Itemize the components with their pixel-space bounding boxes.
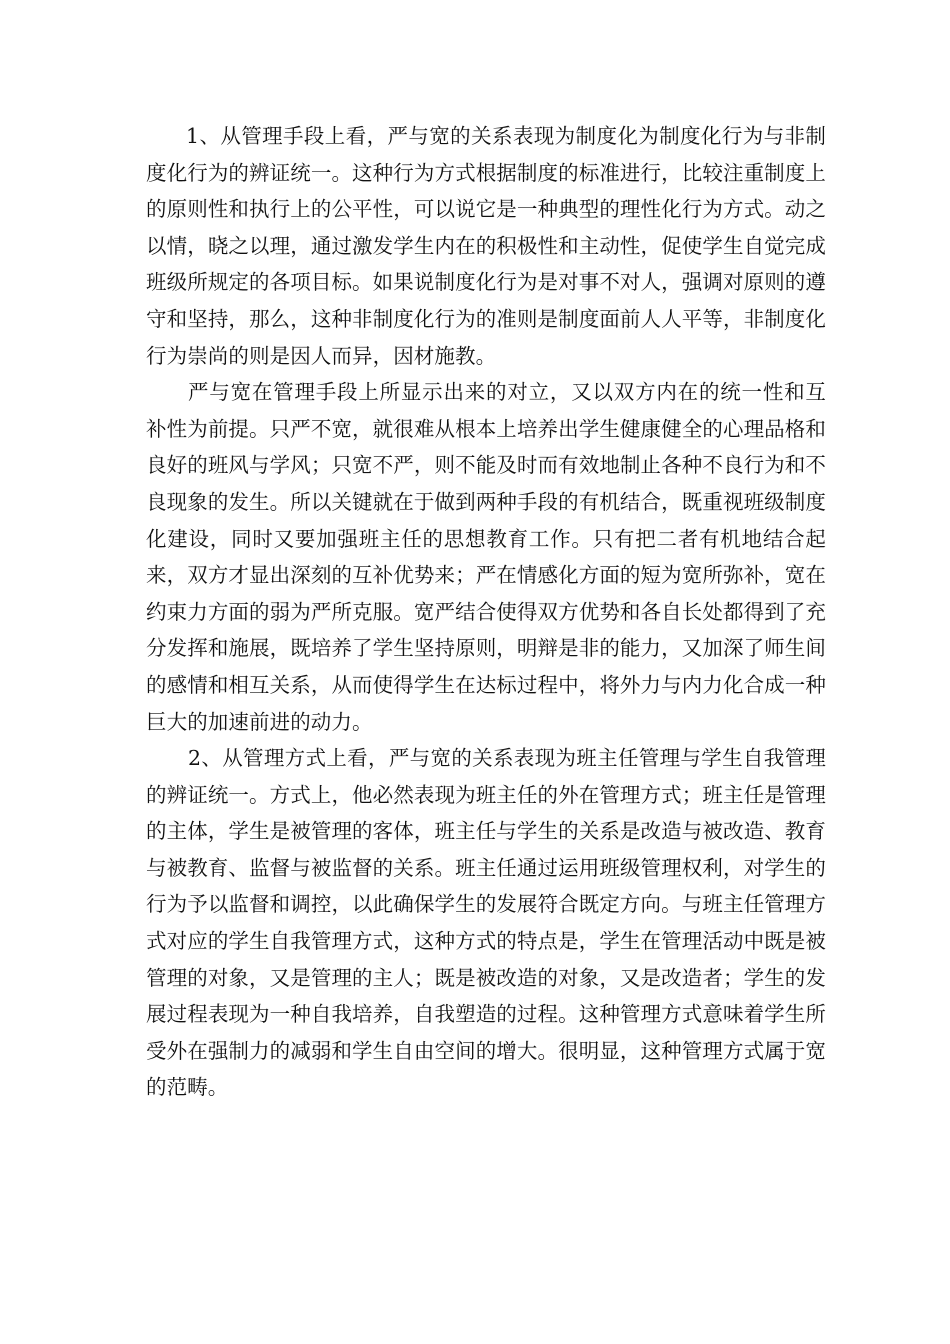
paragraph-3: 2、从管理方式上看，严与宽的关系表现为班主任管理与学生自我管理的辨证统一。方式上，他必然表现为班主任的外在管理方式；班主任是管理的主体，学生是被管理的客体，班主任与学生的关系是改造与被改造、教育与被教育、监督与被监督的关系。班主任通过运用班级管理权利，对学生的行为予以监督和调控，以此确保学生的发展符合既定方向。与班主任管理方式对应的学生自我管理方式，这种方式的特点是，学生在管理活动中既是被管理的对象，又是管理的主人；既是被改造的对象，又是改造者；学生的发展过程表现为一种自我培养，自我塑造的过程。这种管理方式意味着学生所受外在强制力的减弱和学生自由空间的增大。很明显，这种管理方式属于宽的范畴。 xyxy=(146,746,826,1100)
paragraph-2: 严与宽在管理手段上所显示出来的对立，又以双方内在的统一性和互补性为前提。只严不宽，就很难从根本上培养出学生健康健全的心理品格和良好的班风与学风；只宽不严，则不能及时而有效地制止各种不良行为和不良现象的发生。所以关键就在于做到两种手段的有机结合，既重视班级制度化建设，同时又要加强班主任的思想教育工作。只有把二者有机地结合起来，双方才显出深刻的互补优势来；严在情感化方面的短为宽所弥补，宽在约束力方面的弱为严所克服。宽严结合使得双方优势和各自长处都得到了充分发挥和施展，既培养了学生坚持原则，明辩是非的能力，又加深了师生间的感情和相互关系，从而使得学生在达标过程中，将外力与内力化合成一种巨大的加速前进的动力。 xyxy=(146,380,826,734)
document-body xyxy=(146,118,826,1106)
paragraph-1: 1、从管理手段上看，严与宽的关系表现为制度化为制度化行为与非制度化行为的辨证统一。这种行为方式根据制度的标准进行，比较注重制度上的原则性和执行上的公平性，可以说它是一种典型的理性化行为方式。动之以情，晓之以理，通过激发学生内在的积极性和主动性，促使学生自觉完成班级所规定的各项目标。如果说制度化行为是对事不对人，强调对原则的遵守和坚持，那么，这种非制度化行为的准则是制度面前人人平等，非制度化行为崇尚的则是因人而异，因材施教。 xyxy=(146,124,826,368)
